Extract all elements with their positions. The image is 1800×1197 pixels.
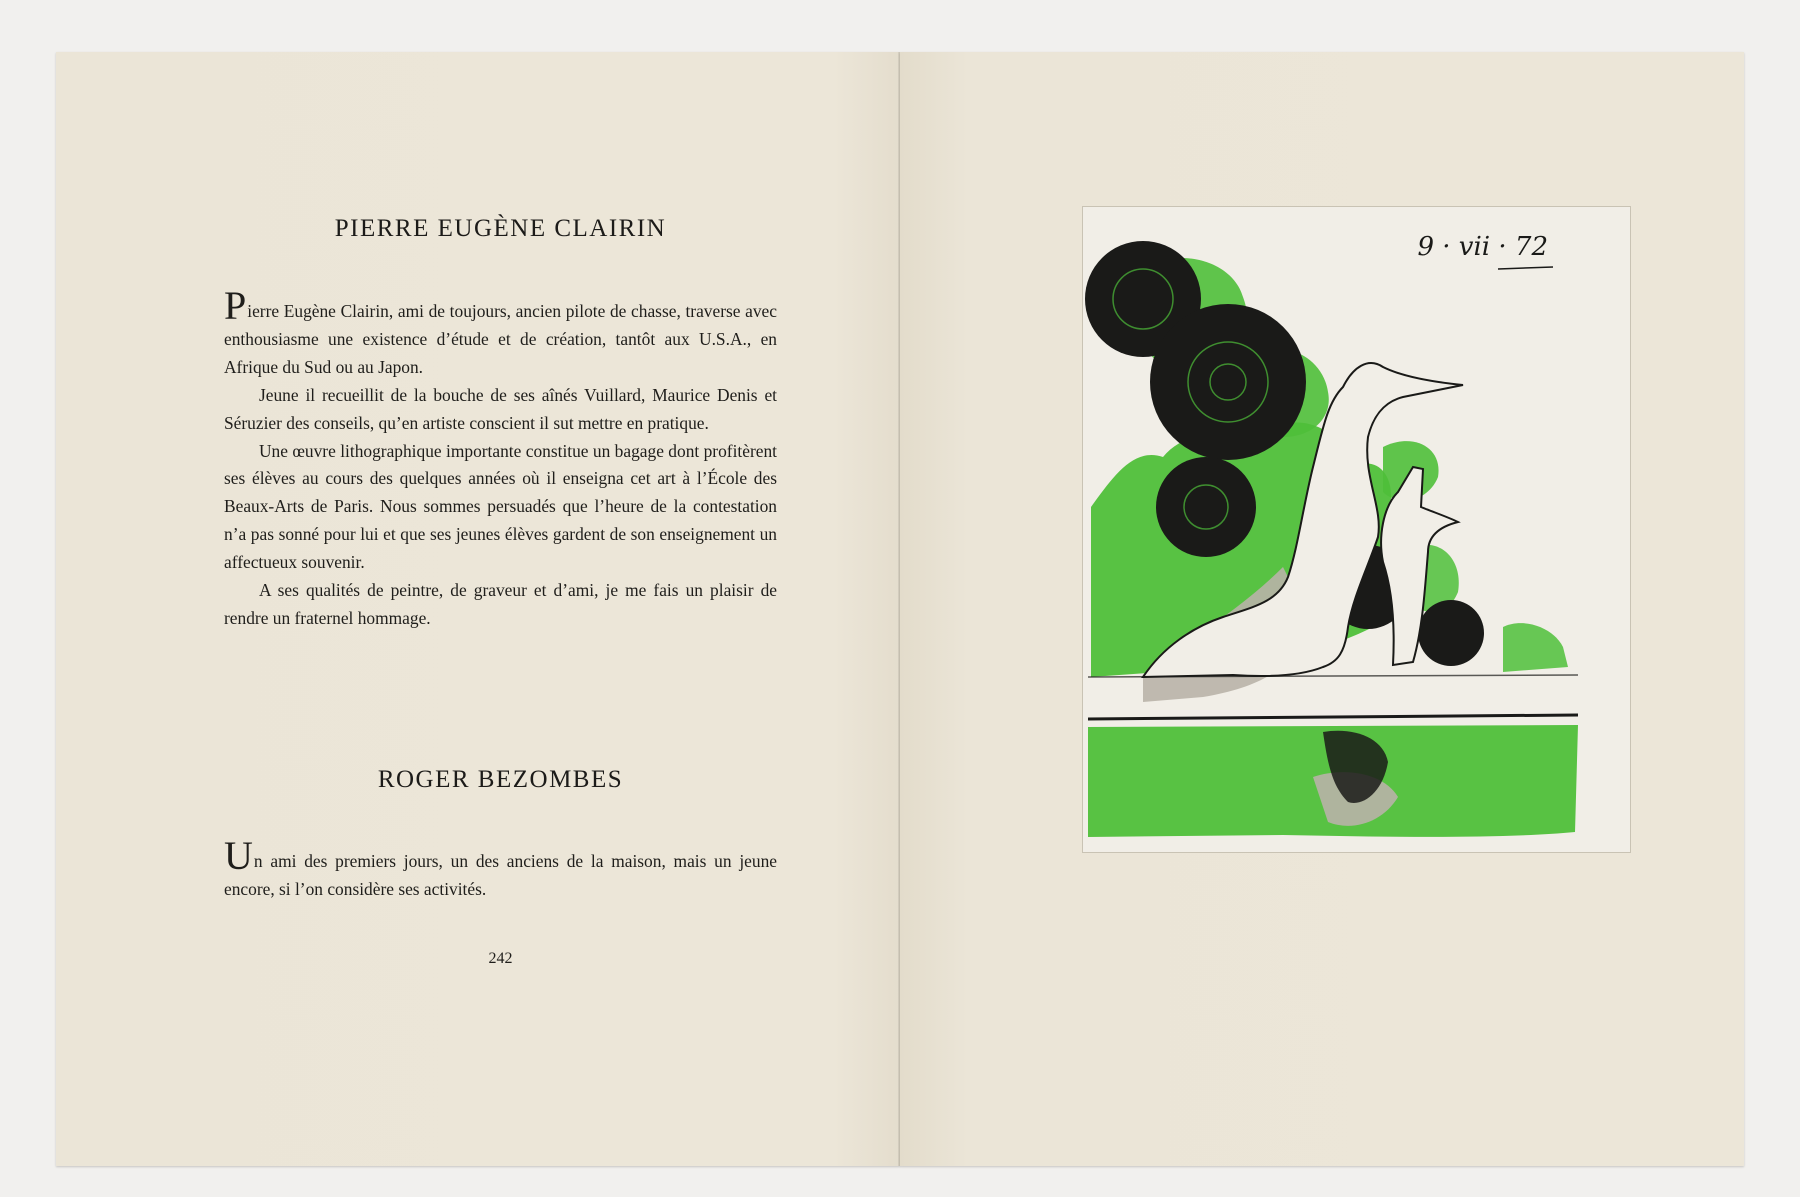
lithograph-artwork: [1083, 207, 1630, 852]
lithograph-inscription: 9 · vii · 72: [1417, 232, 1548, 262]
paragraph: A ses qualités de peintre, de graveur et d’ami, je me fais un plaisir de rendre un fraternel hommage.: [224, 580, 777, 628]
text-block-bezombes: [224, 833, 777, 904]
drop-cap: P: [224, 283, 247, 328]
paragraph: Une œuvre lithographique importante constitue un bagage dont profitèrent ses élèves au cours des quelques années où il enseigna cet art à l’École des Beaux-Arts de Paris. Nous sommes persuadés que l’heure de la contestation n’a pas sonné pour lui et que ses jeunes élèves gardent de son enseignement un affectueux souvenir.: [224, 440, 777, 573]
book-spread: [56, 52, 1744, 1166]
text-block-clairin: [224, 283, 777, 633]
paragraph: [224, 833, 777, 904]
paragraph-text: ierre Eugène Clairin, ami de toujours, ancien pilote de chasse, traverse avec enthousiasme une existence d’étude et de création, tantôt aux U.S.A., en Afrique du Sud ou au Japon.: [224, 301, 777, 377]
horizon-line: [1088, 715, 1578, 719]
lithograph-plate: [1082, 206, 1631, 853]
left-page: [56, 52, 900, 1166]
paragraph: Jeune il recueillit de la bouche de ses aînés Vuillard, Maurice Denis et Séruzier des conseils, qu’en artiste conscient il sut mettre en pratique.: [224, 384, 777, 433]
right-page: [900, 52, 1744, 1166]
section-heading-clairin: PIERRE EUGÈNE CLAIRIN: [334, 215, 667, 242]
paragraph-text: n ami des premiers jours, un des anciens de la maison, mais un jeune encore, si l’on considère ses activités.: [224, 851, 777, 899]
paragraph: [224, 283, 777, 382]
page-number: 242: [488, 950, 513, 967]
section-heading-bezombes: ROGER BEZOMBES: [377, 766, 624, 793]
drop-cap: U: [224, 833, 253, 878]
